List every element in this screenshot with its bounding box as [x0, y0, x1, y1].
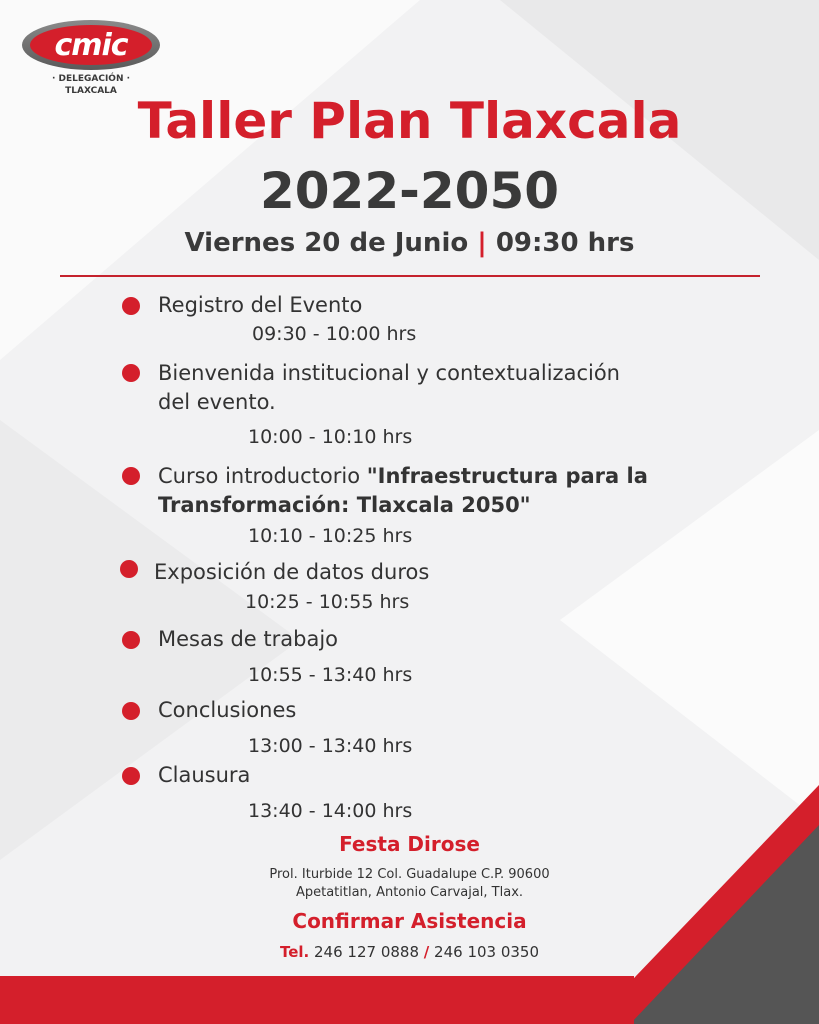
logo-brand: cmic — [54, 27, 128, 63]
bullet-dot — [120, 560, 138, 578]
phone-separator: / — [423, 943, 430, 961]
bullet-dot — [122, 297, 140, 315]
agenda-item-title: Registro del Evento — [158, 293, 363, 317]
divider-rule — [60, 275, 760, 277]
agenda-item-time: 09:30 - 10:00 hrs — [252, 323, 417, 345]
agenda-item-line1: Bienvenida institucional y contextualización — [158, 361, 620, 385]
agenda-item-line2: del evento. — [158, 390, 276, 414]
cmic-logo — [22, 20, 162, 100]
rsvp-phones — [0, 943, 819, 961]
agenda-item-time: 10:10 - 10:25 hrs — [248, 525, 413, 547]
agenda-item-time: 13:00 - 13:40 hrs — [248, 735, 413, 757]
agenda-item-title — [158, 462, 648, 520]
phone-2[interactable]: 246 103 0350 — [434, 943, 540, 961]
title-line1: Taller Plan Tlaxcala — [137, 92, 682, 150]
tel-label: Tel. — [279, 943, 310, 961]
event-time: 09:30 hrs — [495, 228, 635, 258]
agenda-item-bold2: Transformación: Tlaxcala 2050" — [158, 493, 531, 517]
agenda-item-title: Exposición de datos duros — [154, 560, 430, 584]
agenda-item-title: Clausura — [158, 763, 251, 787]
agenda-item-time: 10:00 - 10:10 hrs — [248, 426, 413, 448]
venue-address-line1: Prol. Iturbide 12 Col. Guadalupe C.P. 90600 — [269, 867, 550, 882]
agenda-item-title: Mesas de trabajo — [158, 627, 339, 651]
logo-delegacion: · DELEGACIÓN · — [51, 74, 131, 84]
agenda-item-prefix: Curso introductorio — [158, 464, 367, 488]
logo-tlaxcala: TLAXCALA — [65, 86, 117, 96]
event-date — [0, 228, 819, 258]
venue-name: Festa Dirose — [339, 832, 480, 856]
bullet-dot — [122, 631, 140, 649]
date-separator: | — [477, 228, 487, 258]
agenda-item-time: 10:25 - 10:55 hrs — [245, 591, 410, 613]
title-line2: 2022-2050 — [259, 162, 560, 220]
agenda-item-bold1: "Infraestructura para la — [366, 464, 648, 488]
agenda-item-title — [158, 359, 620, 417]
venue-address-line2: Apetatitlan, Antonio Carvajal, Tlax. — [295, 885, 524, 900]
bullet-dot — [122, 702, 140, 720]
agenda-item-time: 10:55 - 13:40 hrs — [248, 664, 413, 686]
agenda-item-title: Conclusiones — [158, 698, 297, 722]
event-day: Viernes 20 de Junio — [184, 228, 469, 258]
agenda-item-time: 13:40 - 14:00 hrs — [248, 800, 413, 822]
bullet-dot — [122, 467, 140, 485]
rsvp-label: Confirmar Asistencia — [292, 909, 527, 933]
bottom-red-bar — [0, 976, 634, 1024]
phone-1[interactable]: 246 127 0888 — [314, 943, 419, 961]
bullet-dot — [122, 364, 140, 382]
bullet-dot — [122, 767, 140, 785]
